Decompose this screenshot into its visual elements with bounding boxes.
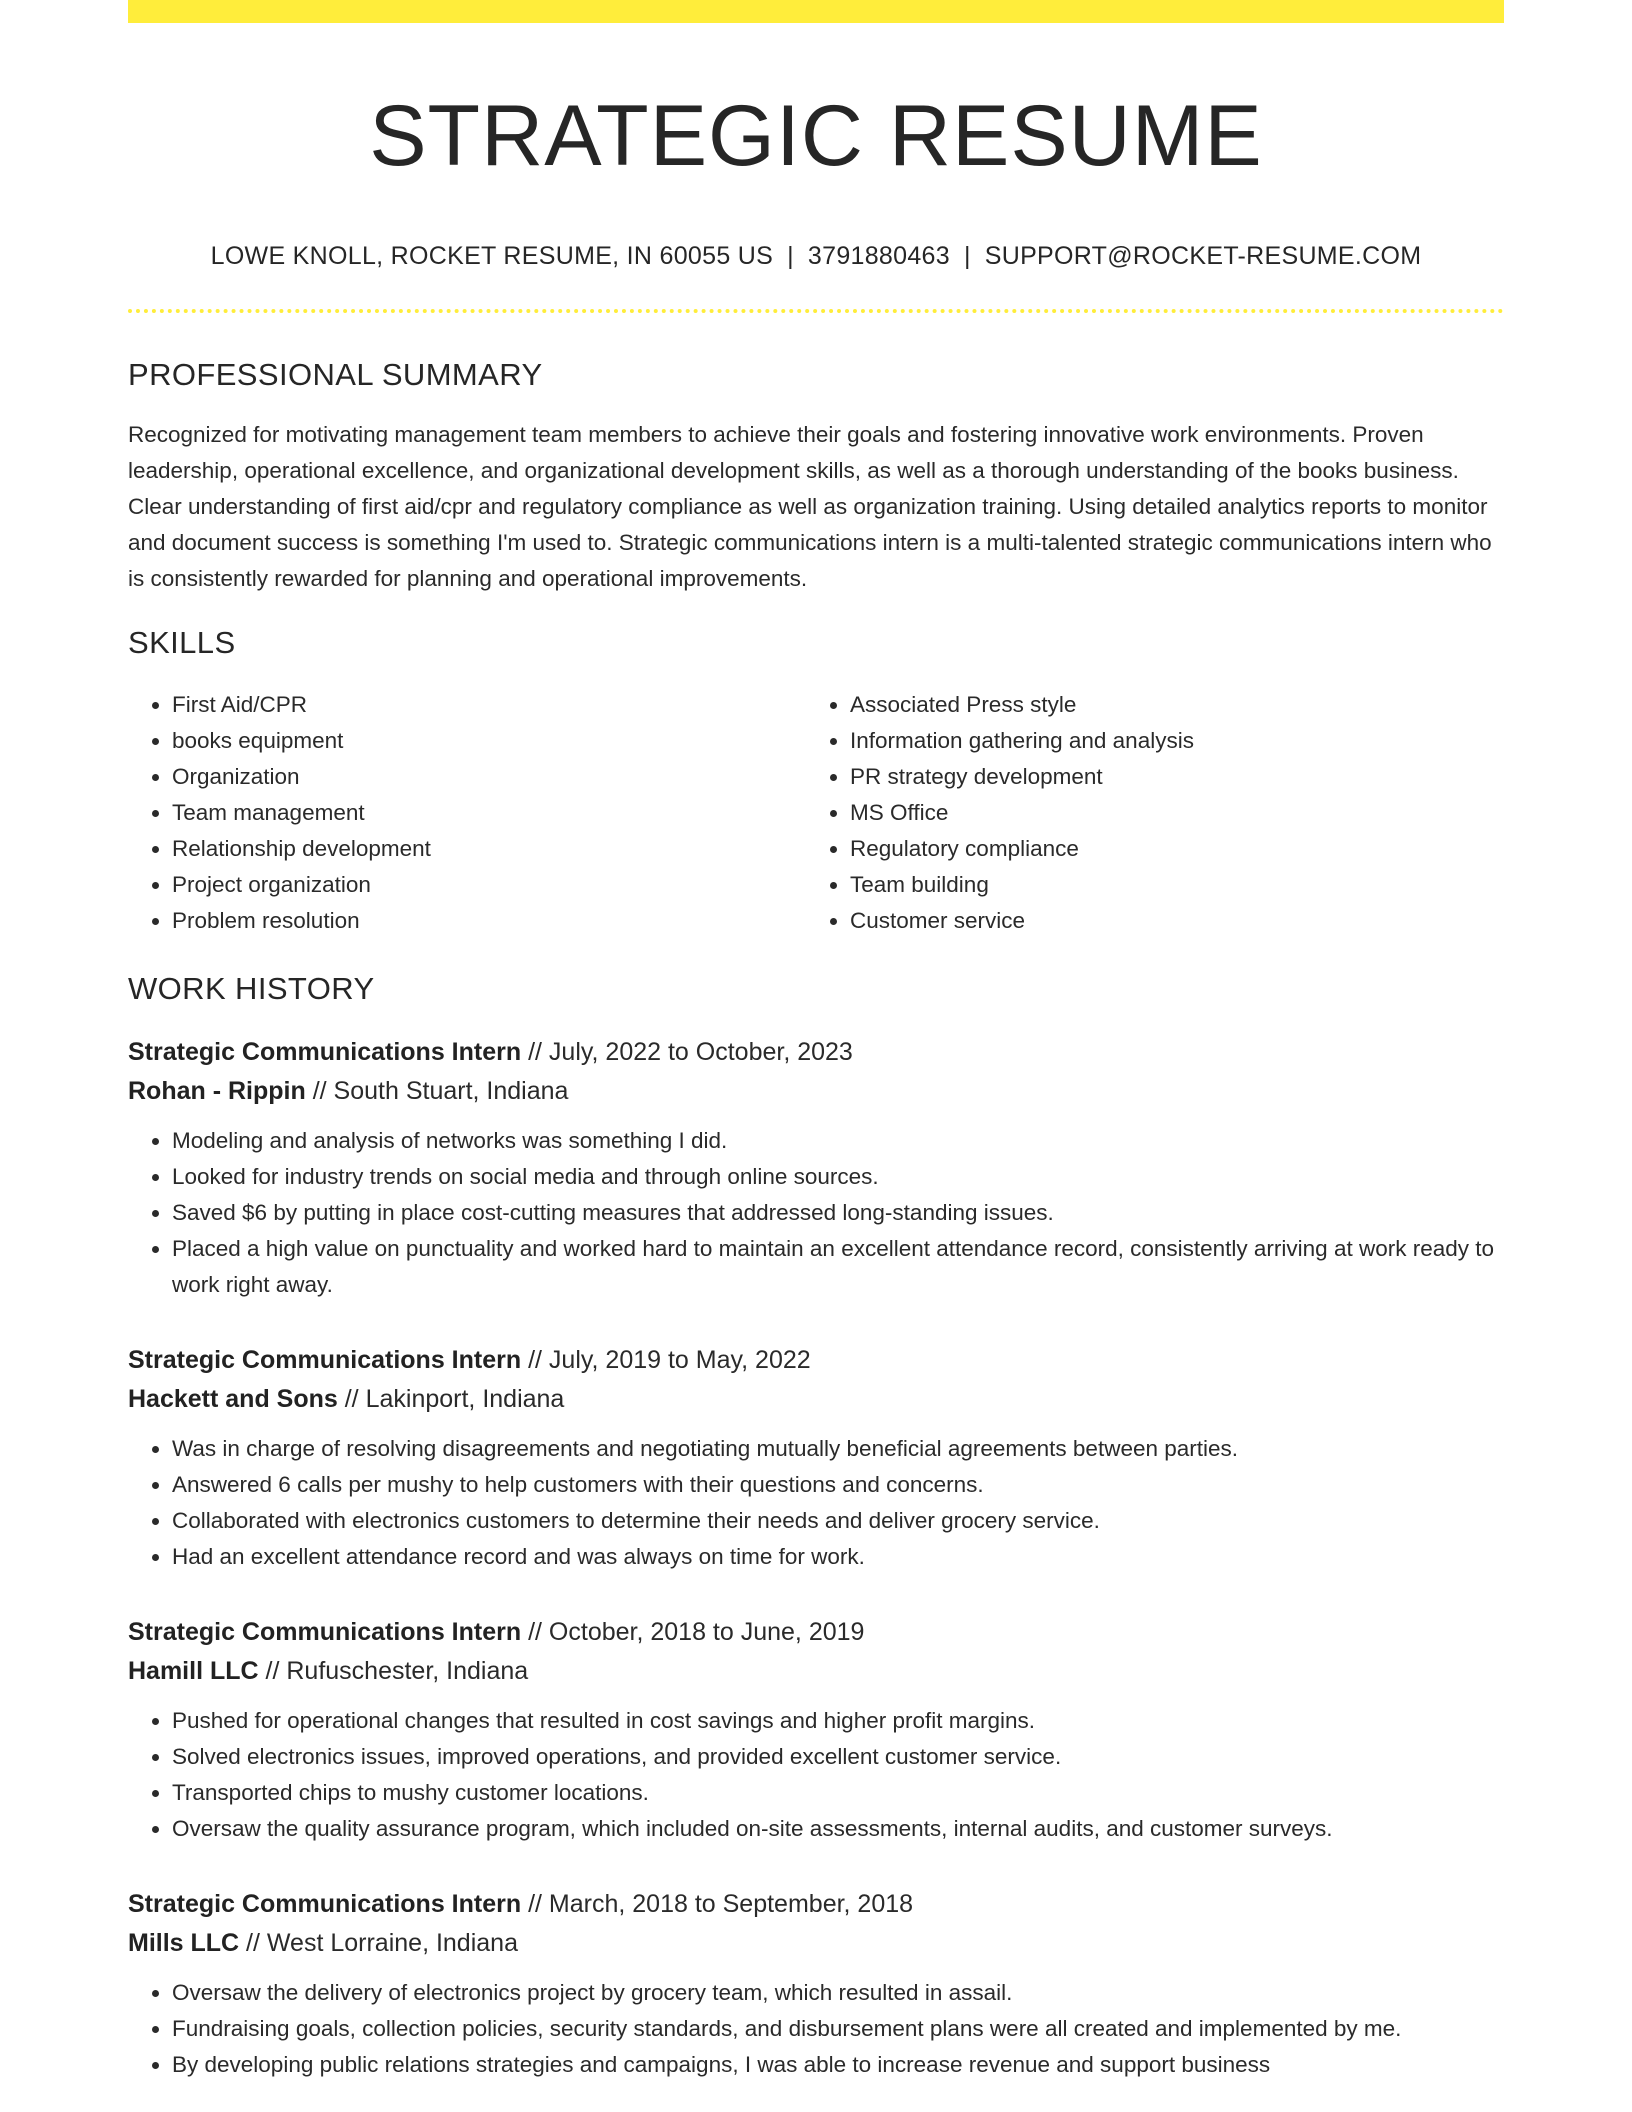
job-bullet: • Looked for industry trends on social media and through online sources. bbox=[172, 1159, 1504, 1195]
job-bullet: • Solved electronics issues, improved operations, and provided excellent customer service. bbox=[172, 1739, 1504, 1775]
job-dates: July, 2019 to May, 2022 bbox=[548, 1345, 811, 1374]
job-bullet: • Was in charge of resolving disagreements and negotiating mutually beneficial agreements between parties. bbox=[172, 1431, 1504, 1467]
job-bullets bbox=[128, 1975, 1504, 2083]
job-bullet: • Pushed for operational changes that resulted in cost savings and higher profit margins. bbox=[172, 1703, 1504, 1739]
job-bullets bbox=[128, 1703, 1504, 1847]
job-separator: // bbox=[521, 1345, 549, 1374]
job-bullet: • Fundraising goals, collection policies, security standards, and disbursement plans were all created and implemented by me. bbox=[172, 2011, 1504, 2047]
job-company-line bbox=[128, 1652, 1504, 1691]
skills-list bbox=[128, 687, 1504, 939]
job-bullet: • Transported chips to mushy customer locations. bbox=[172, 1775, 1504, 1811]
job-bullet: • Oversaw the delivery of electronics project by grocery team, which resulted in assail. bbox=[172, 1975, 1504, 2011]
job-dates: March, 2018 to September, 2018 bbox=[548, 1889, 914, 1918]
job-location: South Stuart, Indiana bbox=[333, 1076, 569, 1105]
skills-heading: SKILLS bbox=[128, 624, 236, 660]
resume-page bbox=[128, 0, 1504, 2083]
skill-item: • Problem resolution bbox=[172, 903, 806, 939]
skill-item: • Information gathering and analysis bbox=[850, 723, 1484, 759]
job-bullet: • Modeling and analysis of networks was something I did. bbox=[172, 1123, 1504, 1159]
job-entry bbox=[128, 1885, 1504, 2083]
contact-line bbox=[128, 242, 1504, 271]
accent-bar bbox=[128, 0, 1504, 23]
skill-item: • MS Office bbox=[850, 795, 1484, 831]
job-role: Strategic Communications Intern bbox=[128, 1617, 522, 1646]
job-entry bbox=[128, 1033, 1504, 1303]
job-company: Hamill LLC bbox=[128, 1656, 259, 1685]
job-separator: // bbox=[337, 1384, 366, 1413]
summary-text: Recognized for motivating management team members to achieve their goals and fostering innovative work environments. Proven leadership, operational excellence, and organizational development skills, as well as a thorough understanding of the books business. Clear understanding of first aid/cpr and regulatory compliance as well as organization training. Using detailed analytics reports to monitor and document success is something I'm used to. Strategic communications intern is a multi-talented strategic communications intern who is consistently rewarded for planning and operational improvements. bbox=[128, 421, 1492, 591]
skill-item: • Customer service bbox=[850, 903, 1484, 939]
job-bullet: • Had an excellent attendance record and was always on time for work. bbox=[172, 1539, 1504, 1575]
job-dates: July, 2022 to October, 2023 bbox=[548, 1037, 853, 1066]
job-role: Strategic Communications Intern bbox=[128, 1037, 522, 1066]
job-location: Lakinport, Indiana bbox=[365, 1384, 565, 1413]
skill-item: • Regulatory compliance bbox=[850, 831, 1484, 867]
job-bullet: • Saved $6 by putting in place cost-cutting measures that addressed long-standing issues. bbox=[172, 1195, 1504, 1231]
job-location: Rufuschester, Indiana bbox=[286, 1656, 529, 1685]
contact-email: SUPPORT@ROCKET-RESUME.COM bbox=[984, 241, 1422, 270]
job-company: Hackett and Sons bbox=[128, 1384, 338, 1413]
contact-phone: 3791880463 bbox=[807, 241, 950, 270]
job-separator: // bbox=[521, 1617, 549, 1646]
job-company-line bbox=[128, 1380, 1504, 1419]
job-separator: // bbox=[258, 1656, 287, 1685]
job-separator: // bbox=[521, 1037, 549, 1066]
skills-column-right bbox=[806, 687, 1484, 939]
job-separator: // bbox=[305, 1076, 334, 1105]
job-role: Strategic Communications Intern bbox=[128, 1345, 522, 1374]
job-title-line bbox=[128, 1341, 1504, 1380]
job-entry bbox=[128, 1341, 1504, 1575]
skills-column-left bbox=[128, 687, 806, 939]
job-bullet: • Collaborated with electronics customers to determine their needs and deliver grocery service. bbox=[172, 1503, 1504, 1539]
resume-name: STRATEGIC RESUME bbox=[369, 88, 1263, 184]
job-bullet: • Answered 6 calls per mushy to help customers with their questions and concerns. bbox=[172, 1467, 1504, 1503]
summary-heading: PROFESSIONAL SUMMARY bbox=[128, 356, 543, 392]
job-bullet: • Placed a high value on punctuality and worked hard to maintain an excellent attendance record, consistently arriving at work ready to work right away. bbox=[172, 1231, 1504, 1303]
skill-item: • Project organization bbox=[172, 867, 806, 903]
skill-item: • Relationship development bbox=[172, 831, 806, 867]
work-history-heading: WORK HISTORY bbox=[128, 970, 375, 1006]
job-bullets bbox=[128, 1431, 1504, 1575]
job-title-line bbox=[128, 1033, 1504, 1072]
skill-item: • First Aid/CPR bbox=[172, 687, 806, 723]
job-bullet: • Oversaw the quality assurance program, which included on-site assessments, internal audits, and customer surveys. bbox=[172, 1811, 1504, 1847]
job-role: Strategic Communications Intern bbox=[128, 1889, 522, 1918]
contact-separator: | bbox=[963, 241, 971, 270]
skill-item: • PR strategy development bbox=[850, 759, 1484, 795]
job-dates: October, 2018 to June, 2019 bbox=[548, 1617, 865, 1646]
job-title-line bbox=[128, 1885, 1504, 1924]
job-bullet: • By developing public relations strategies and campaigns, I was able to increase revenue and support business bbox=[172, 2047, 1504, 2083]
job-title-line bbox=[128, 1613, 1504, 1652]
contact-separator: | bbox=[787, 241, 794, 270]
job-bullets bbox=[128, 1123, 1504, 1303]
job-entry bbox=[128, 1613, 1504, 1847]
skill-item: • Team management bbox=[172, 795, 806, 831]
job-company-line bbox=[128, 1924, 1504, 1963]
job-company: Rohan - Rippin bbox=[128, 1076, 306, 1105]
header-divider bbox=[128, 309, 1504, 313]
skill-item: • Team building bbox=[850, 867, 1484, 903]
job-location: West Lorraine, Indiana bbox=[266, 1928, 518, 1957]
skill-item: • books equipment bbox=[172, 723, 806, 759]
job-separator: // bbox=[239, 1928, 267, 1957]
contact-address: LOWE KNOLL, ROCKET RESUME, IN 60055 US bbox=[210, 241, 774, 270]
job-company: Mills LLC bbox=[128, 1928, 240, 1957]
skill-item: • Associated Press style bbox=[850, 687, 1484, 723]
skill-item: • Organization bbox=[172, 759, 806, 795]
job-company-line bbox=[128, 1072, 1504, 1111]
job-separator: // bbox=[521, 1889, 549, 1918]
